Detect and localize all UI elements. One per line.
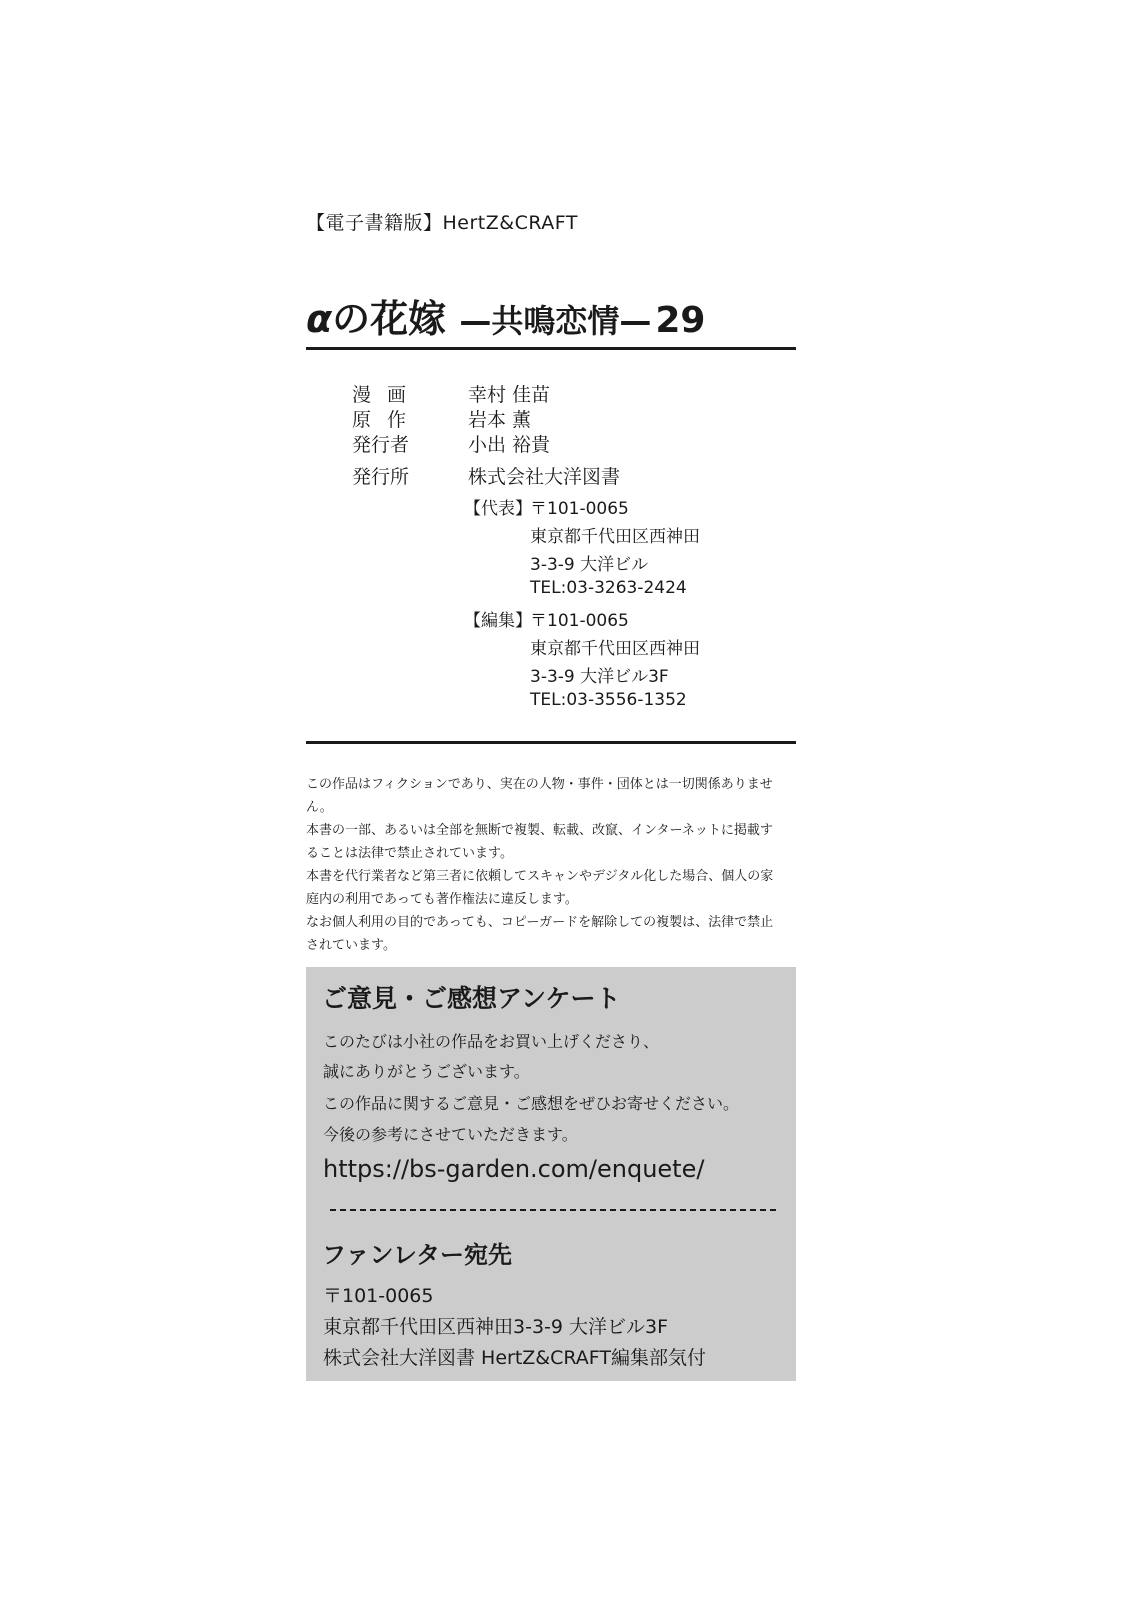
fanletter-postal: 〒101-0065 (323, 1285, 434, 1307)
office-editorial-address: 東京都千代田区西神田 (530, 639, 700, 659)
notice-line: 庭内の利用であっても著作権法に違反します。 (306, 892, 578, 907)
survey-box (306, 967, 796, 1381)
office-main-postal: 〒101-0065 (530, 499, 629, 519)
office-editorial-postal: 〒101-0065 (530, 611, 629, 631)
office-main-building: 3-3-9 大洋ビル (530, 555, 649, 575)
notice-line: この作品はフィクションであり、実在の人物・事件・団体とは一切関係ありません。 (306, 777, 773, 815)
notice-line: 本書の一部、あるいは全部を無断で複製、転載、改竄、インターネットに掲載す (306, 823, 773, 838)
survey-line: 今後の参考にさせていただきます。 (323, 1125, 578, 1144)
notice-line: 本書を代行業者など第三者に依頼してスキャンやデジタル化した場合、個人の家 (306, 869, 774, 884)
credit-label-publisher: 発行者 (352, 434, 410, 456)
office-editorial-tel: TEL:03-3556-1352 (530, 690, 687, 710)
office-tag-editorial: 【編集】 (464, 611, 532, 631)
book-title (306, 288, 705, 343)
notice-line: ることは法律で禁止されています。 (306, 846, 513, 861)
fanletter-address: 東京都千代田区西神田3-3-9 大洋ビル3F (323, 1316, 669, 1338)
credit-value-publishing-house: 株式会社大洋図書 (468, 466, 621, 488)
survey-line: この作品に関するご意見・ご感想をぜひお寄せください。 (323, 1094, 740, 1113)
dashed-divider (330, 1209, 776, 1211)
top-divider (306, 347, 796, 350)
survey-line: このたびは小社の作品をお買い上げくださり、 (323, 1032, 660, 1051)
credit-label-publishing-house: 発行所 (352, 466, 410, 488)
copyright-notice (306, 773, 798, 957)
survey-url-link[interactable]: https://bs-garden.com/enquete/ (323, 1155, 705, 1183)
credit-label-manga: 漫画 (352, 384, 423, 406)
survey-heading: ご意見・ご感想アンケート (322, 984, 621, 1013)
fanletter-recipient: 株式会社大洋図書 HertZ&CRAFT編集部気付 (323, 1347, 707, 1369)
title-alpha: α (306, 297, 333, 341)
title-volume: 29 (655, 300, 706, 341)
notice-line: されています。 (306, 938, 396, 953)
bottom-divider (306, 741, 796, 744)
survey-line: 誠にありがとうございます。 (323, 1062, 530, 1081)
office-main-address: 東京都千代田区西神田 (530, 527, 700, 547)
credit-value-publisher: 小出 裕貴 (468, 434, 551, 456)
notice-line: なお個人利用の目的であっても、コピーガードを解除しての複製は、法律で禁止 (306, 915, 774, 930)
office-editorial-building: 3-3-9 大洋ビル3F (530, 667, 669, 687)
office-main-tel: TEL:03-3263-2424 (530, 578, 687, 598)
credit-label-original: 原作 (352, 409, 423, 431)
credit-value-manga: 幸村 佳苗 (468, 384, 551, 406)
title-subtitle: —共鳴恋情— (459, 302, 652, 340)
title-main: の花嫁 (332, 297, 447, 341)
credit-value-original: 岩本 薫 (468, 409, 532, 431)
edition-label: 【電子書籍版】HertZ&CRAFT (306, 212, 578, 234)
fanletter-heading: ファンレター宛先 (322, 1241, 512, 1269)
office-tag-main: 【代表】 (464, 499, 532, 519)
